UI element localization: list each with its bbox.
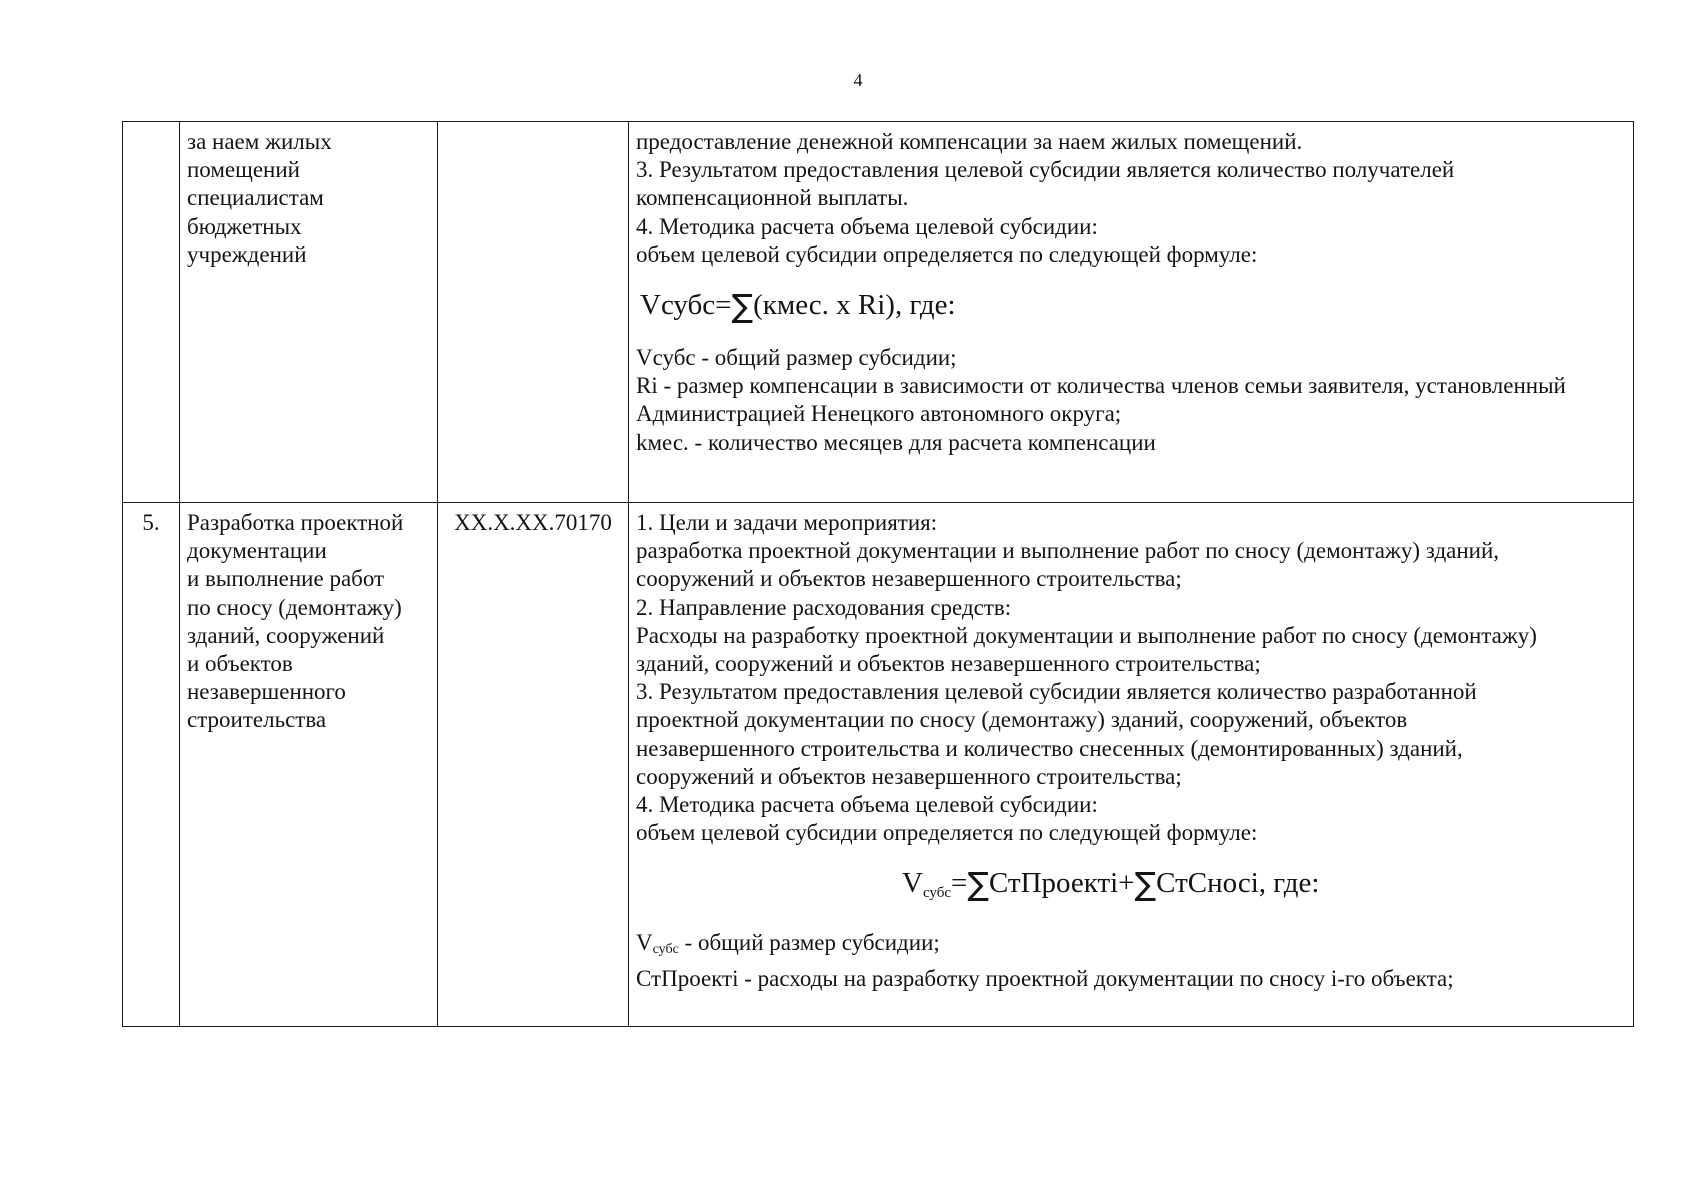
measure-name-cell [180,122,438,503]
sigma-icon: ∑ [731,287,754,326]
name-line: и выполнение работ [187,566,385,592]
description-line: сооружений и объектов незавершенного строительства; [636,566,1182,592]
description-line: компенсационной выплаты. [636,185,909,211]
measure-name-cell [180,503,438,1027]
description-cell [629,122,1634,503]
name-line: документации [187,538,327,564]
name-line: строительства [187,707,327,733]
name-line: по сносу (демонтажу) [187,594,402,620]
description-line: 1. Цели и задачи мероприятия: [636,510,938,535]
formula-v: V [902,867,923,900]
name-line: Разработка проектной [187,510,404,535]
description-line: Vсубс - общий размер субсидии; [636,345,957,371]
description-line: сооружений и объектов незавершенного строительства; [636,763,1182,789]
row-number-cell: 5. [123,503,180,1027]
description-line: Администрацией Ненецкого автономного округа; [636,401,1122,427]
sigma-icon: ∑ [967,865,989,904]
description-cell [629,503,1634,1027]
formula-lhs: Vсубс= [640,289,732,322]
name-line: и объектов [187,651,293,677]
description-line: объем целевой субсидии определяется по следующей формуле: [636,241,1258,267]
description-line: 3. Результатом предоставления целевой субсидии является количество получателей [636,157,1455,183]
description-line: Расходы на разработку проектной документации и выполнение работ по сносу (демонтажу) [636,622,1537,648]
measures-table [122,121,1634,1027]
description-line: объем целевой субсидии определяется по следующей формуле: [636,820,1258,846]
description-line: СтПроектi - расходы на разработку проектной документации по сносу i-го объекта; [636,965,1454,991]
table-row-continuation [123,122,1634,503]
description-line: 2. Направление расходования средств: [636,594,1012,620]
compensation-formula [640,287,1626,324]
table-row-5 [123,503,1634,1027]
name-line: бюджетных [187,213,302,239]
name-line: помещений [187,157,300,183]
demolition-formula [636,865,1626,911]
name-line: специалистам [187,185,324,211]
sigma-icon: ∑ [1134,865,1157,904]
name-line: зданий, сооружений [187,622,385,648]
description-line: kмес. - количество месяцев для расчета компенсации [636,429,1156,455]
v-symbol: V [636,930,653,956]
description-line: 4. Методика расчета объема целевой субсидии: [636,792,1098,818]
code-cell: XX.X.XX.70170 [438,503,629,1027]
name-line: незавершенного [187,679,346,705]
description-line [636,929,1626,964]
formula-v-subscript: субс [922,885,952,902]
description-line: Ri - размер компенсации в зависимости от количества членов семьи заявителя, установленный [636,373,1566,399]
description-line: зданий, сооружений и объектов незавершенного строительства; [636,651,1261,677]
description-line: разработка проектной документации и выполнение работ по сносу (демонтажу) зданий, [636,538,1500,564]
name-line: за наем жилых [187,129,332,154]
description-line: предоставление денежной компенсации за наем жилых помещений. [636,129,1303,154]
page-number: 4 [853,70,863,90]
formula-term-project: СтПроектi+ [988,867,1135,900]
v-definition: - общий размер субсидии; [678,930,940,956]
description-line: 3. Результатом предоставления целевой субсидии является количество разработанной [636,679,1477,705]
formula-rhs: (кмес. х Ri), где: [753,289,956,322]
name-line: учреждений [187,241,307,267]
description-line: незавершенного строительства и количество снесенных (демонтированных) зданий, [636,735,1463,761]
v-subscript: субс [652,942,679,958]
formula-eq: = [951,867,968,900]
description-line: 4. Методика расчета объема целевой субсидии: [636,213,1098,239]
description-line: проектной документации по сносу (демонтажу) зданий, сооружений, объектов [636,707,1408,733]
code-cell [438,122,629,503]
row-number-cell [123,122,180,503]
formula-term-demolition: СтСносi, где: [1156,867,1320,900]
